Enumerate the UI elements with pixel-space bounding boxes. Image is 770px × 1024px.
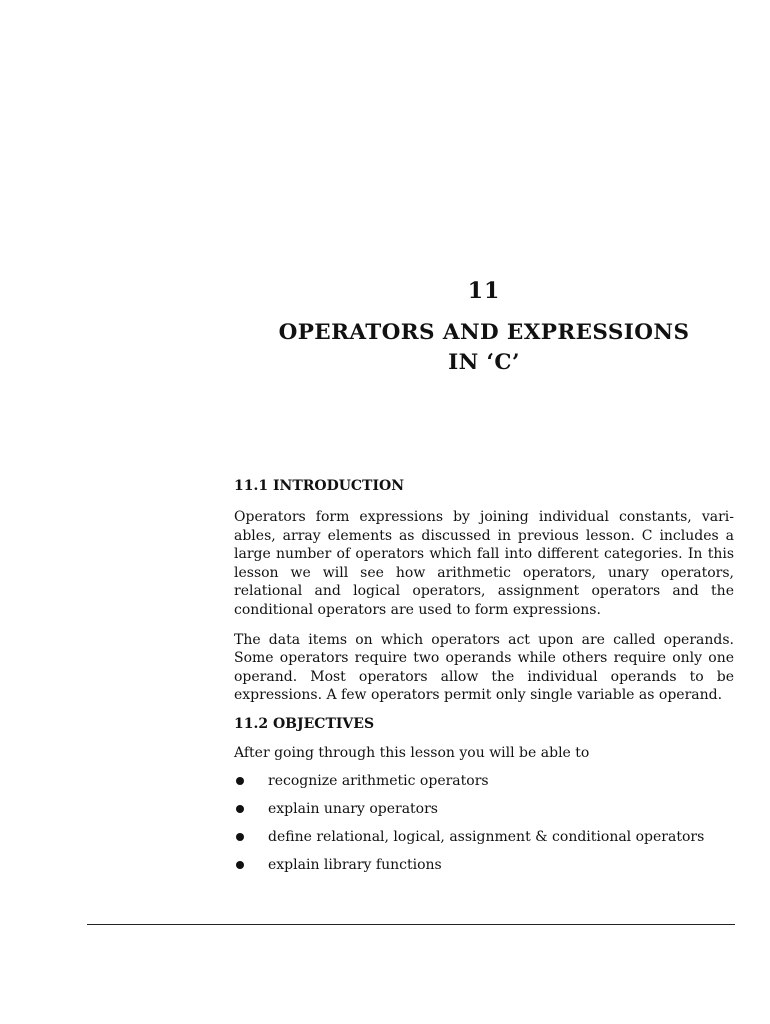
list-item — [234, 855, 734, 883]
bullet-icon — [236, 805, 244, 813]
bullet-icon — [236, 777, 244, 785]
objectives-intro: After going through this lesson you will be able to — [234, 744, 590, 761]
objectives-heading: 11.2 OBJECTIVES — [234, 715, 375, 732]
bullet-icon — [236, 861, 244, 869]
lesson-content — [234, 476, 734, 883]
introduction-paragraph-1: Operators form expressions by joining individual constants, vari-ables, array elements as discussed in previous lesson. C includes a large number of operators which fall into different categories. In this lesson we will see how arithmetic operators, unary operators, relational and logical operators, assignment operators and the conditional operators are used to form expressions. — [234, 509, 734, 618]
footer-divider — [87, 924, 735, 925]
list-item-text: explain library functions — [268, 856, 442, 873]
chapter-number: 11 — [467, 278, 501, 304]
chapter-title — [234, 318, 734, 378]
list-item — [234, 799, 734, 827]
chapter-title-line-1: OPERATORS AND EXPRESSIONS — [278, 320, 690, 345]
chapter-title-line-2: IN ‘C’ — [448, 350, 520, 375]
list-item-text: recognize arithmetic operators — [268, 772, 489, 789]
introduction-heading: 11.1 INTRODUCTION — [234, 478, 405, 494]
list-item — [234, 827, 734, 855]
bullet-icon — [236, 833, 244, 841]
objectives-list — [234, 771, 734, 883]
list-item-text: define relational, logical, assignment & conditional operators — [268, 828, 705, 845]
list-item — [234, 771, 734, 799]
list-item-text: explain unary operators — [268, 800, 438, 817]
introduction-paragraph-2: The data items on which operators act upon are called operands. Some operators require two operands while others require only one operand. Most operators allow the individual operands to be expressions. A few operators permit only single variable as operand. — [234, 631, 734, 704]
